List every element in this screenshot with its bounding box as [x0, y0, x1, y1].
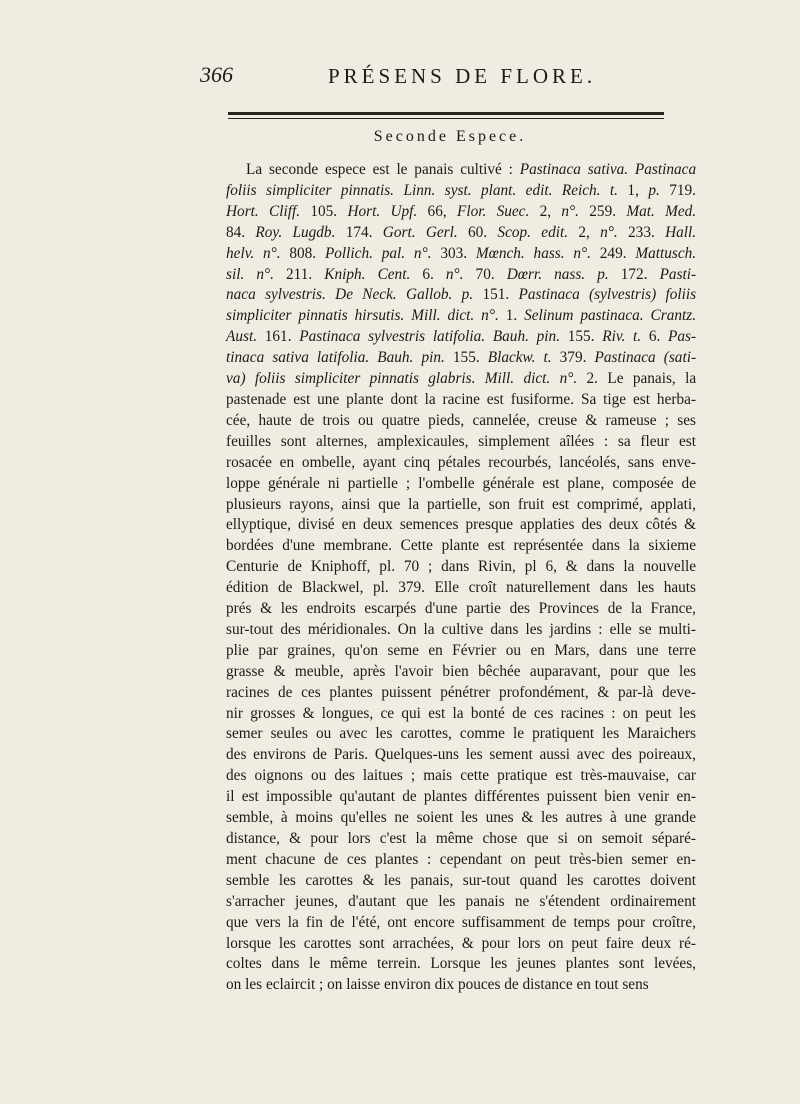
- text-line: prés & les endroits escarpés d'une partie des Provinces de la France,: [226, 600, 696, 618]
- text-line: feuilles sont alternes, amplexicaules, simplement aîlées : sa fleur est: [226, 432, 696, 450]
- text-line: coltes dans le même terrein. Lorsque les jeunes plantes sont levées,: [226, 955, 696, 973]
- text-line: 84. Roy. Lugdb. 174. Gort. Gerl. 60. Scop. edit. 2, n°. 233. Hall.: [226, 223, 697, 241]
- text-line: bordées d'une membrane. Cette plante est représentée dans la sixieme: [226, 537, 696, 555]
- text-line: tinaca sativa latifolia. Bauh. pin. 155. Blackw. t. 379. Pastinaca (sati-: [226, 349, 697, 367]
- header-rule-thick: [228, 112, 664, 115]
- text-line: va) foliis simpliciter pinnatis glabris. Mill. dict. n°. 2. Le panais, la: [226, 370, 697, 388]
- text-line: ment chacune de ces plantes : cependant on peut très-bien semer en-: [226, 850, 696, 868]
- text-line: Hort. Cliff. 105. Hort. Upf. 66, Flor. Suec. 2, n°. 259. Mat. Med.: [226, 202, 697, 220]
- text-line: pastenade est une plante dont la racine est fusiforme. Sa tige est herba-: [226, 390, 696, 408]
- text-line: La seconde espece est le panais cultivé : Pastinaca sativa. Pastinaca: [246, 161, 697, 178]
- page-header: [200, 62, 660, 98]
- section-title: Seconde Espece.: [373, 128, 527, 145]
- text-line: distance, & pour lors c'est la même chose que si on semoit séparé-: [226, 830, 696, 847]
- text-line: on les eclaircit ; on laisse environ dix pouces de distance en tout sens: [226, 976, 649, 994]
- text-line: naca sylvestris. De Neck. Gallob. p. 151. Pastinaca (sylvestris) foliis: [226, 286, 697, 304]
- body-paragraph: [226, 160, 696, 996]
- text-line: cée, haute de trois ou quatre pieds, cannelée, creuse & rameuse ; ses: [226, 411, 696, 429]
- text-line: plie par graines, qu'on seme en Février ou en Mars, dans une terre: [226, 641, 696, 659]
- text-line: simpliciter pinnatis hirsutis. Mill. dict. n°. 1. Selinum pastinaca. Crantz.: [226, 307, 697, 325]
- header-rule-thin: [228, 118, 664, 119]
- text-line: édition de Blackwel, pl. 379. Elle croît naturellement dans les hauts: [226, 579, 696, 597]
- text-line: semble, à moins qu'elles ne soient les unes & les autres à une grande: [226, 809, 696, 827]
- text-line: ellyptique, divisé en deux semences presque applaties des deux côtés &: [226, 516, 696, 534]
- text-line: des environs de Paris. Quelques-uns les sement aussi avec des poireaux,: [226, 746, 696, 764]
- text-line: que vers la fin de l'été, ont encore suffisamment de temps pour croître,: [226, 913, 696, 931]
- text-line: Centurie de Kniphoff, pl. 70 ; dans Rivin, pl 6, & dans la nouvelle: [226, 558, 696, 576]
- text-line: sil. n°. 211. Kniph. Cent. 6. n°. 70. Dœrr. nass. p. 172. Pasti-: [226, 265, 697, 283]
- text-line: foliis simpliciter pinnatis. Linn. syst. plant. edit. Reich. t. 1, p. 719.: [226, 181, 697, 199]
- text-line: des oignons ou des laitues ; mais cette pratique est très-mauvaise, car: [226, 767, 696, 785]
- text-line: Aust. 161. Pastinaca sylvestris latifolia. Bauh. pin. 155. Riv. t. 6. Pas-: [226, 328, 697, 346]
- text-line: loppe générale ni partielle ; l'ombelle générale est plane, composée de: [226, 474, 696, 492]
- text-line: semer seules ou avec les carottes, comme le pratiquent les Maraichers: [226, 725, 696, 743]
- text-line: nir grosses & longues, ce qui est la bonté de ces racines : on peut les: [226, 704, 696, 722]
- text-line: semble les carottes & les panais, sur-tout quand les carottes doivent: [226, 871, 696, 889]
- text-line: lorsque les carottes sont arrachées, & pour lors on peut faire deux ré-: [226, 934, 696, 952]
- text-line: grasse & meuble, après l'avoir bien bêchée auparavant, pour que les: [226, 662, 696, 680]
- text-line: sur-tout des méridionales. On la cultive dans les jardins : elle se multi-: [226, 620, 696, 638]
- running-title: PRÉSENS DE FLORE.: [328, 64, 597, 88]
- text-line: il est impossible qu'autant de plantes différentes puissent bien venir en-: [226, 788, 696, 806]
- text-line: s'arracher jeunes, d'autant que les panais ne s'étendent ordinairement: [226, 892, 696, 910]
- text-line: helv. n°. 808. Pollich. pal. n°. 303. Mœnch. hass. n°. 249. Mattusch.: [226, 244, 697, 262]
- text-line: rosacée en ombelle, ayant cinq pétales recourbés, lancéolés, sans enve-: [226, 453, 696, 471]
- text-line: racines de ces plantes puissent pénétrer profondément, & par-là deve-: [226, 683, 696, 701]
- page-number: 366: [200, 62, 233, 87]
- text-line: plusieurs rayons, ainsi que la partielle, son fruit est comprimé, applati,: [226, 495, 696, 513]
